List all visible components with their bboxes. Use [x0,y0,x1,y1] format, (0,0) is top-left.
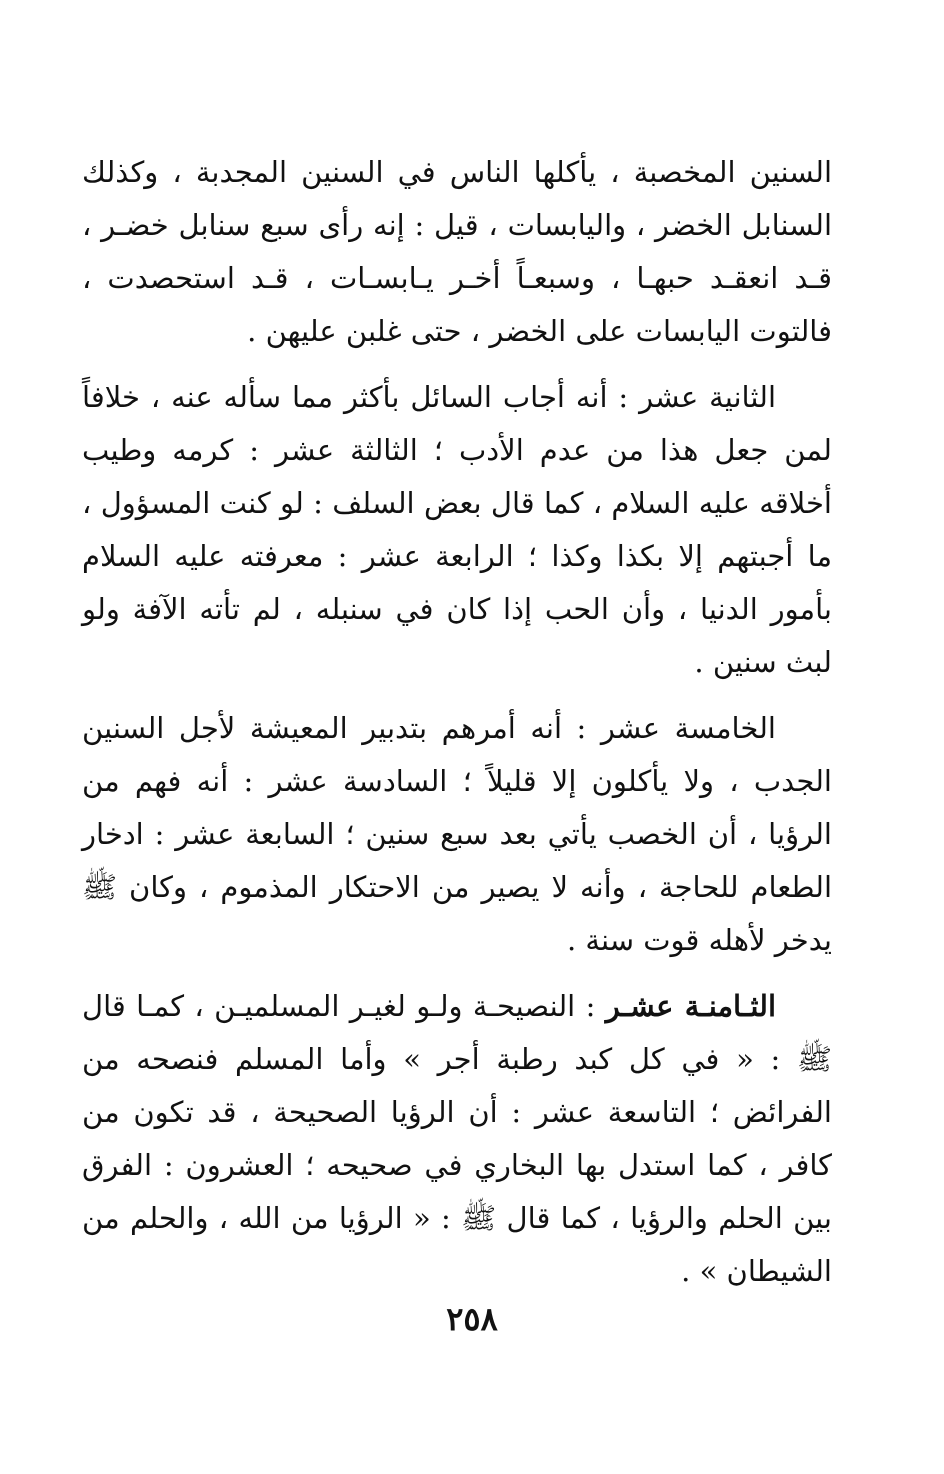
page-number: ٢٥٨ [446,1300,498,1338]
paragraph-3-text: الخامسة عشر : أنه أمرهم بتدبير المعيشة لأجل السنين الجدب ، ولا يأكلون إلا قليلاً ؛ السادسة عشر : أنه فهم من الرؤيا ، أن الخصب يأتي بعد سبع سنين ؛ السابعة عشر : ادخار الطعام للحاجة ، وأنه لا يصير من الاحتكار المذموم ، وكان ﷺ يدخر لأهله قوت سنة . [82,711,832,957]
paragraph-1-text: السنين المخصبة ، يأكلها الناس في السنين المجدبة ، وكذلك السنابل الخضر ، واليابسات ، قيل : إنه رأى سبع سنابل خضـر ، قـد انعقـد حبهـا ، وسبعـاً أخـر يـابسـات ، قـد استحصدت ، فالتوت اليابسات على الخضر ، حتى غلبن عليهن . [82,155,832,348]
paragraph-1 [82,146,832,358]
paragraph-2-text: الثانية عشر : أنه أجاب السائل بأكثر مما سأله عنه ، خلافاً لمن جعل هذا من عدم الأدب ؛ الثالثة عشر : كرمه وطيب أخلاقه عليه السلام ، كما قال بعض السلف : لو كنت المسؤول ، ما أجبتهم إلا بكذا وكذا ؛ الرابعة عشر : معرفته عليه السلام بأمور الدنيا ، وأن الحب إذا كان في سنبله ، لم تأته الآفة ولو لبث سنين . [82,380,832,679]
paragraph-4-text: : النصيحـة ولـو لغيـر المسلميـن ، كمـا قال ﷺ : « في كل كبد رطبة أجر » وأما المسلم فنصحه من الفرائض ؛ التاسعة عشر : أن الرؤيا الصحيحة ، قد تكون من كافر ، كما استدل بها البخاري في صحيحه ؛ العشرون : الفرق بين الحلم والرؤيا ، كما قال ﷺ : « الرؤيا من الله ، والحلم من الشيطان » . [82,989,832,1288]
paragraph-3 [82,702,832,967]
paragraph-4 [82,980,832,1298]
paragraph-4-heading: الثـامنـة عشـر [605,989,776,1023]
paragraph-2 [82,371,832,689]
page-body-text [82,146,832,1311]
